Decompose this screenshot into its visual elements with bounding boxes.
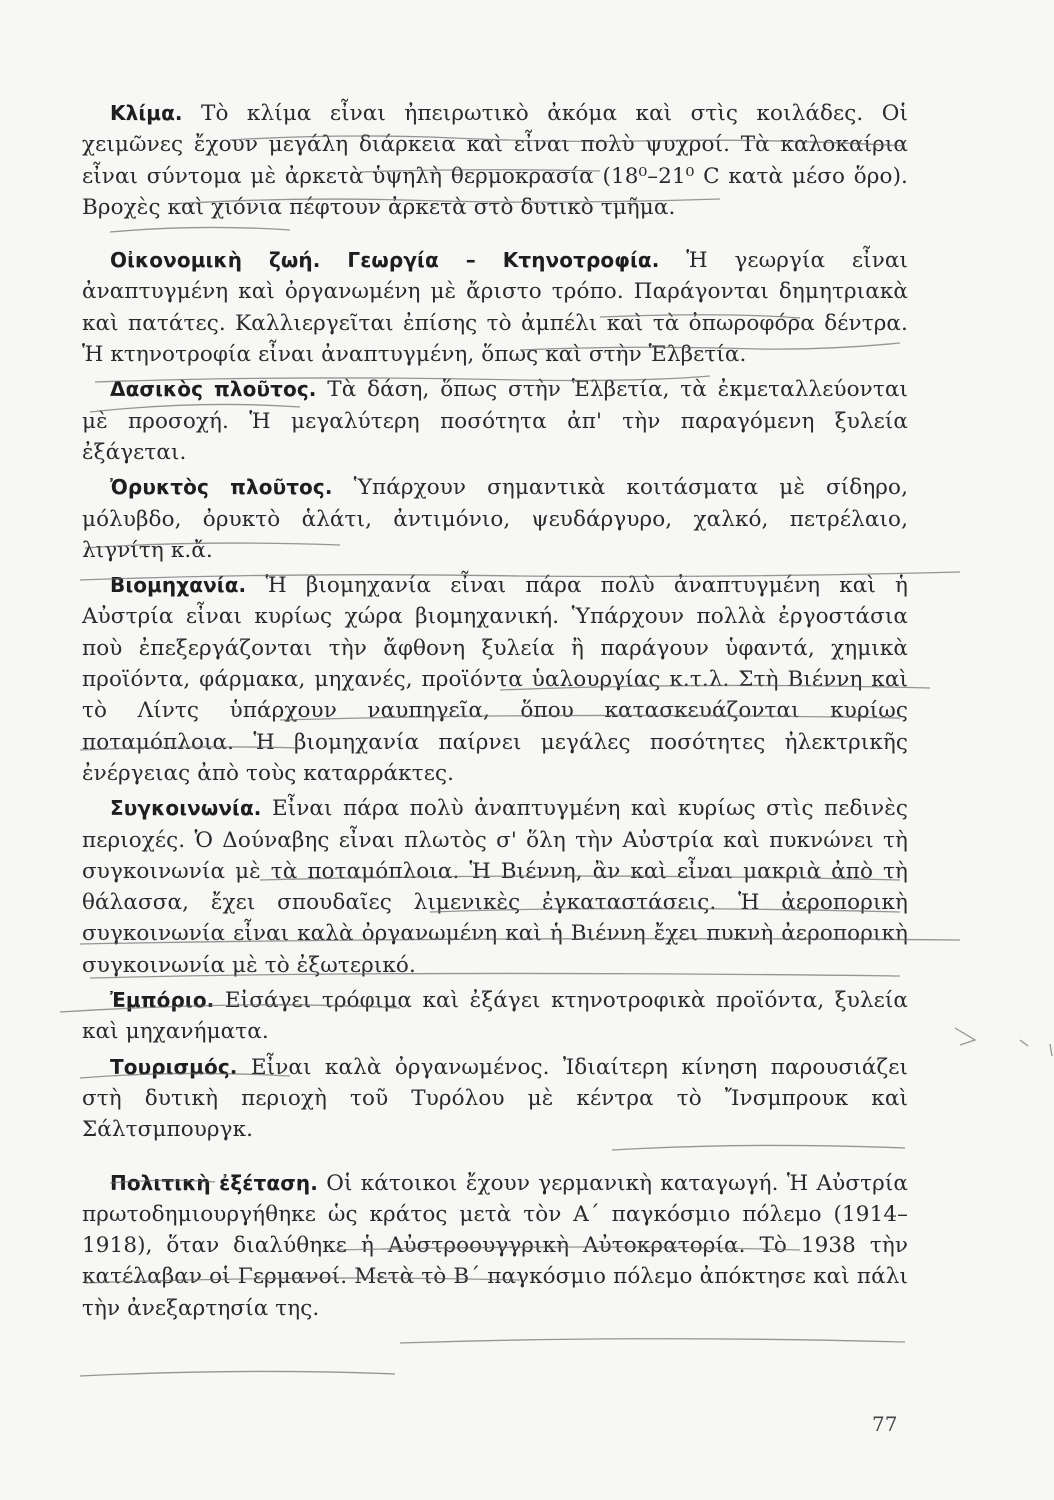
pencil-mark <box>1050 1044 1052 1056</box>
paragraph-industry <box>82 570 908 789</box>
paragraph-forest <box>82 374 908 468</box>
text-trade: Εἰσάγει τρόφιμα καὶ ἐξάγει κτηνοτροφικὰ προϊόντα, ξυλεία καὶ μηχανήματα. <box>82 988 908 1045</box>
paragraph-tourism <box>82 1052 908 1146</box>
pencil-underline <box>400 1339 905 1343</box>
heading-minerals: Ὀρυκτὸς πλοῦτος. <box>110 475 333 500</box>
heading-trade: Ἐμπόριο. <box>110 988 215 1013</box>
text-industry: Ἡ βιομηχανία εἶναι πάρα πολὺ ἀναπτυγμένη καὶ ἡ Αὐστρία εἶναι κυρίως χώρα βιομηχανική. Ὑπάρχουν πολλὰ ἐργοστάσια ποὺ ἐπεξεργάζονται τὴν ἄφθονη ξυλεία ἢ παράγουν ὑφαντά, χημικὰ προϊόντα, φάρμακα, μηχανές, προϊόντα ὑαλουργίας κ.τ.λ. Στὴ Βιέννη καὶ τὸ Λίντς ὑπάρχουν ναυπηγεῖα, ὅπου κατασκευάζονται κυρίως ποταμόπλοια. Ἡ βιομηχανία παίρνει μεγάλες ποσότητες ἠλεκτρικῆς ἐνέργειας ἀπὸ τοὺς καταρράκτες. <box>82 573 909 786</box>
paragraph-politics <box>82 1168 908 1324</box>
paragraph-minerals <box>82 472 908 566</box>
heading-economy: Οἰκονομικὴ ζωή. Γεωργία – Κτηνοτροφία. <box>110 248 660 273</box>
paragraph-transport <box>82 793 908 981</box>
text-tourism: Εἶναι καλὰ ὀργανωμένος. Ἰδιαίτερη κίνηση παρουσιάζει στὴ δυτικὴ περιοχὴ τοῦ Τυρόλου μὲ κέντρα τὸ Ἴνσμπρουκ καὶ Σάλτσμπουργκ. <box>82 1054 908 1143</box>
text-climate: Τὸ κλίμα εἶναι ἠπειρωτικὸ ἀκόμα καὶ στὶς κοιλάδες. Οἱ χειμῶνες ἔχουν μεγάλη διάρκεια καὶ εἶναι πολὺ ψυχροί. Τὰ καλοκαίρια εἶναι σύντομα μὲ ἀρκετὰ ὑψηλὴ θερμοκρασία (18⁰–21⁰ C κατὰ μέσο ὅρο). Βροχὲς καὶ χιόνια πέφτουν ἀρκετὰ στὸ δυτικὸ τμῆμα. <box>82 101 908 220</box>
text-minerals: Ὑπάρχουν σημαντικὰ κοιτάσματα μὲ σίδηρο, μόλυβδο, ὀρυκτὸ ἁλάτι, ἀντιμόνιο, ψευδάργυρο, χαλκό, πετρέλαιο, λιγνίτη κ.ἄ. <box>82 475 909 563</box>
pencil-mark <box>955 1028 975 1045</box>
text-politics: Οἱ κάτοικοι ἔχουν γερμανικὴ καταγωγή. Ἡ Αὐστρία πρωτοδημιουργήθηκε ὡς κράτος μετὰ τὸν Α΄ παγκόσμιο πόλεμο (1914–1918), ὅταν διαλύθηκε ἡ Αὐστροουγγρικὴ Αὐτοκρατορία. Τὸ 1938 τὴν κατέλαβαν οἱ Γερμανοί. Μετὰ τὸ Β΄ παγκόσμιο πόλεμο ἀπόκτησε καὶ πάλι τὴν ἀνεξαρτησία της. <box>82 1170 909 1321</box>
heading-climate: Κλίμα. <box>110 101 183 125</box>
heading-transport: Συγκοινωνία. <box>110 796 262 821</box>
page-number: 77 <box>872 1412 898 1436</box>
pencil-mark <box>1020 1040 1028 1046</box>
page-body <box>82 98 908 1324</box>
heading-politics: Πολιτικὴ ἐξέταση. <box>110 1170 318 1195</box>
paragraph-economy <box>82 245 908 370</box>
pencil-underline <box>80 1371 395 1376</box>
text-transport: Εἶναι πάρα πολὺ ἀναπτυγμένη καὶ κυρίως στὶς πεδινὲς περιοχές. Ὁ Δούναβης εἶναι πλωτὸς σ' ὅλη τὴν Αὐστρία καὶ πυκνώνει τὴ συγκοινωνία μὲ τὰ ποταμόπλοια. Ἡ Βιέννη, ἂν καὶ εἶναι μακριὰ ἀπὸ τὴ θάλασσα, ἔχει σπουδαῖες λιμενικὲς ἐγκαταστάσεις. Ἡ ἀεροπορικὴ συγκοινωνία εἶναι καλὰ ὀργανωμένη καὶ ἡ Βιέννη ἔχει πυκνὴ ἀεροπορικὴ συγκοινωνία μὲ τὸ ἐξωτερικό. <box>82 796 909 978</box>
text-forest: Τὰ δάση, ὅπως στὴν Ἑλβετία, τὰ ἐκμεταλλεύονται μὲ προσοχή. Ἡ μεγαλύτερη ποσότητα ἀπ' τὴν παραγόμενη ξυλεία ἐξάγεται. <box>82 377 908 465</box>
paragraph-trade <box>82 985 908 1048</box>
heading-industry: Βιομηχανία. <box>110 573 247 598</box>
text-economy: Ἡ γεωργία εἶναι ἀναπτυγμένη καὶ ὀργανωμένη μὲ ἄριστο τρόπο. Παράγονται δημητριακὰ καὶ πατάτες. Καλλιεργεῖται ἐπίσης τὸ ἀμπέλι καὶ τὰ ὀπωροφόρα δέντρα. Ἡ κτηνοτροφία εἶναι ἀναπτυγμένη, ὅπως καὶ στὴν Ἑλβετία. <box>82 248 909 368</box>
heading-forest: Δασικὸς πλοῦτος. <box>110 377 317 402</box>
paragraph-climate <box>82 98 908 223</box>
heading-tourism: Τουρισμός. <box>110 1054 238 1079</box>
